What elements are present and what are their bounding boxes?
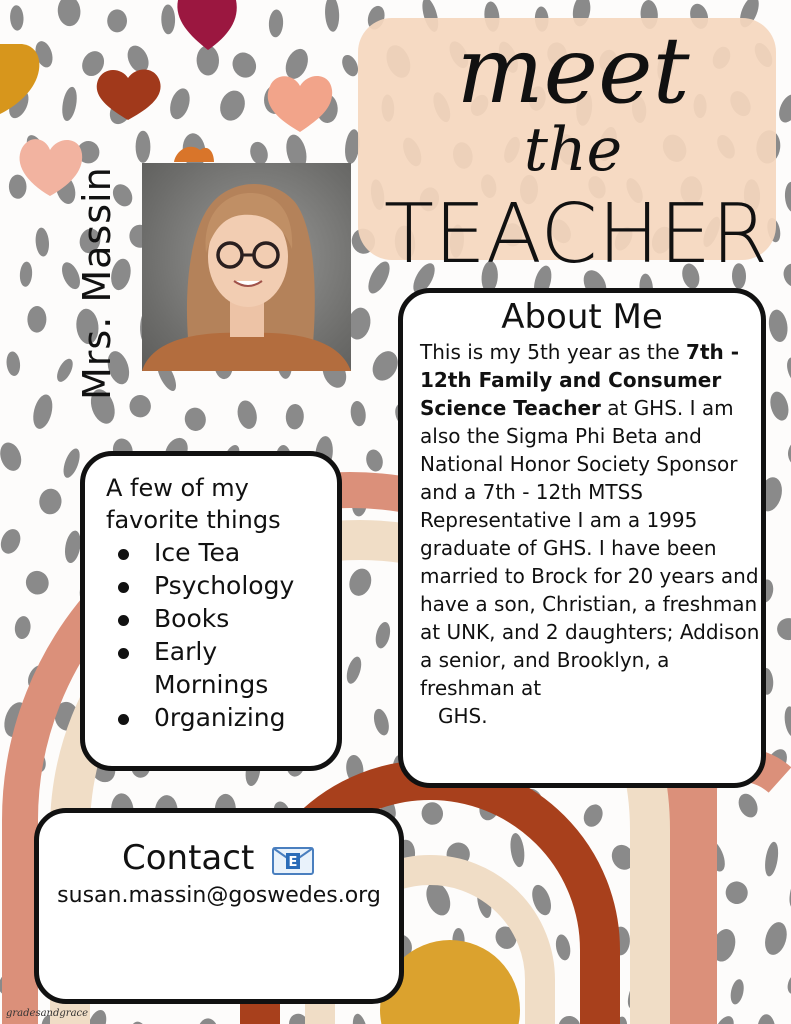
leopard-spot (373, 621, 392, 650)
leopard-spot (767, 308, 790, 343)
leopard-spot (27, 306, 46, 333)
leopard-spot (9, 174, 27, 199)
leopard-spot (346, 566, 375, 599)
leopard-spot (5, 351, 21, 377)
leopard-spot (60, 446, 83, 479)
email-icon (272, 844, 314, 872)
watermark-signature: gradesandgrace (6, 1008, 89, 1019)
contact-email[interactable]: susan.massin@goswedes.org (57, 883, 381, 908)
leopard-spot (38, 488, 63, 516)
contact-heading: Contact (122, 838, 255, 878)
favorites-heading: A few of my favorite things (106, 474, 281, 534)
list-item: Psychology (112, 569, 314, 602)
title-teacher: TEACHER (383, 187, 769, 280)
leopard-spot (350, 1012, 370, 1024)
leopard-spot (183, 406, 208, 433)
about-me-text-tail: GHS. (438, 704, 488, 728)
leopard-spot (129, 395, 151, 418)
leopard-spot (767, 390, 791, 423)
leopard-spot (268, 9, 284, 38)
leopard-spot (554, 933, 573, 961)
list-item: Early Mornings (112, 635, 314, 701)
leopard-spot (763, 841, 780, 877)
heart-icon (97, 69, 161, 120)
leopard-spot (324, 0, 340, 32)
leopard-spot (22, 567, 52, 598)
leopard-spot (0, 440, 25, 474)
leopard-spot (136, 131, 151, 163)
favorites-list (112, 536, 314, 734)
leopard-spot (60, 86, 79, 122)
leopard-spot (419, 800, 445, 827)
leopard-spot (784, 355, 791, 387)
leopard-spot (30, 392, 56, 430)
leopard-spot (349, 400, 367, 427)
leopard-spot (228, 48, 260, 82)
leopard-spot (371, 707, 391, 737)
leopard-spot (580, 801, 606, 830)
title-meet: meet (456, 17, 690, 124)
about-me-text-end: at GHS. I am also the Sigma Phi Beta and National Honor Society Sponsor and a 7th - 12th MTSS Representative I am a 1995 graduate of GHS. I have been married to Brock for 20 years and have a son, Christian, a freshman at UNK, and 2 daughters; Addison, a senior, and Brooklyn, a freshman at (420, 396, 766, 700)
title-heading (358, 10, 788, 280)
leopard-spot (757, 1014, 775, 1024)
list-item: 0rganizing (112, 701, 314, 734)
leopard-spot (735, 791, 761, 821)
leopard-spot (19, 261, 33, 287)
leopard-spot (724, 880, 750, 906)
leopard-spot (216, 87, 249, 124)
leopard-spot (729, 978, 746, 1006)
leopard-spot (34, 227, 50, 257)
about-me-text-start: This is my 5th year as the (420, 340, 687, 364)
leopard-spot (129, 1020, 149, 1024)
leopard-spot (167, 86, 194, 122)
leopard-spot (161, 4, 175, 34)
list-item: Ice Tea (112, 536, 314, 569)
title-the: the (523, 115, 623, 185)
contact-heading-row (122, 838, 314, 878)
list-item: Books (112, 602, 314, 635)
leopard-spot (9, 5, 24, 31)
leopard-spot (785, 970, 791, 996)
leopard-spot (508, 832, 526, 868)
leopard-spot (197, 1018, 218, 1024)
leopard-spot (14, 615, 32, 640)
leopard-spot (57, 0, 82, 27)
about-me-heading: About Me (501, 297, 663, 337)
leopard-spot (364, 448, 385, 473)
heart-icon (174, 147, 214, 162)
svg-text:E: E (288, 855, 298, 870)
leopard-spot (785, 437, 791, 469)
heart-icon (177, 0, 236, 50)
teacher-photo (142, 163, 351, 371)
about-me-text-bold: 7th - 12th Family and Consumer Science Teacher (420, 340, 740, 420)
leopard-spot (285, 404, 304, 430)
teacher-name: Mrs. Massin (75, 166, 119, 400)
leopard-spot (761, 920, 790, 958)
leopard-spot (787, 874, 791, 909)
heart-icon (268, 76, 332, 132)
leopard-spot (556, 1013, 584, 1024)
leopard-spot (776, 617, 791, 641)
leopard-spot (783, 705, 791, 738)
leopard-spot (344, 655, 364, 685)
leopard-spot (0, 526, 24, 557)
leopard-spot (235, 399, 260, 431)
about-me-text (420, 338, 770, 730)
leopard-spot (107, 9, 127, 32)
